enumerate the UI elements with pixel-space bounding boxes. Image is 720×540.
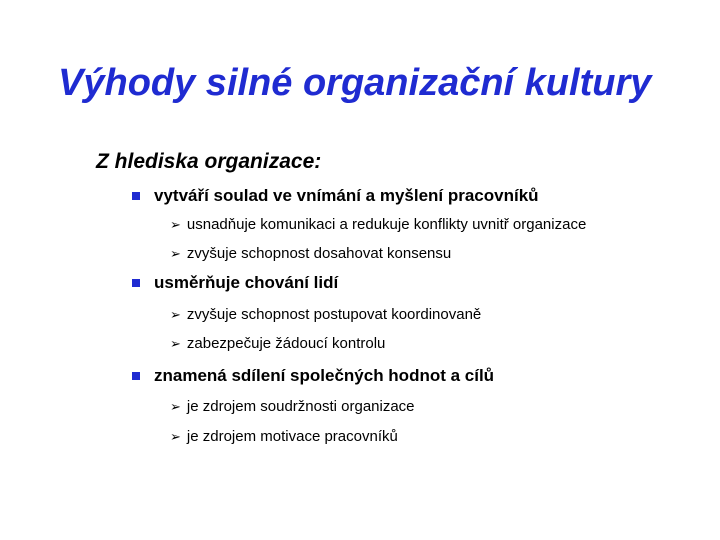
subheading: Z hlediska organizace: (96, 150, 322, 173)
bullet-item (132, 186, 539, 206)
arrow-bullet-icon: ➢ (170, 246, 181, 261)
arrow-bullet-icon: ➢ (170, 399, 181, 414)
sub-item (170, 335, 385, 352)
bullet-text: vytváří soulad ve vnímání a myšlení pracovníků (154, 186, 539, 205)
slide-title: Výhody silné organizační kultury (58, 62, 652, 104)
arrow-bullet-icon: ➢ (170, 217, 181, 232)
bullet-text: znamená sdílení společných hodnot a cílů (154, 366, 495, 385)
sub-item (170, 245, 451, 262)
arrow-bullet-icon: ➢ (170, 336, 181, 351)
sub-item (170, 428, 398, 445)
arrow-bullet-icon: ➢ (170, 429, 181, 444)
sub-item (170, 216, 586, 233)
sub-item (170, 398, 415, 415)
sub-item-text: usnadňuje komunikaci a redukuje konflikty uvnitř organizace (186, 216, 587, 233)
sub-item (170, 306, 481, 323)
square-bullet-icon (132, 372, 140, 380)
bullet-item (132, 273, 338, 293)
bullet-text: usměrňuje chování lidí (154, 273, 339, 292)
sub-item-text: je zdrojem motivace pracovníků (186, 428, 398, 445)
square-bullet-icon (132, 192, 140, 200)
sub-item-text: zvyšuje schopnost dosahovat konsensu (186, 245, 452, 262)
sub-item-text: zvyšuje schopnost postupovat koordinovaně (186, 306, 482, 323)
square-bullet-icon (132, 279, 140, 287)
arrow-bullet-icon: ➢ (170, 307, 181, 322)
sub-item-text: je zdrojem soudržnosti organizace (186, 398, 415, 415)
bullet-item (132, 366, 494, 386)
sub-item-text: zabezpečuje žádoucí kontrolu (186, 335, 386, 352)
